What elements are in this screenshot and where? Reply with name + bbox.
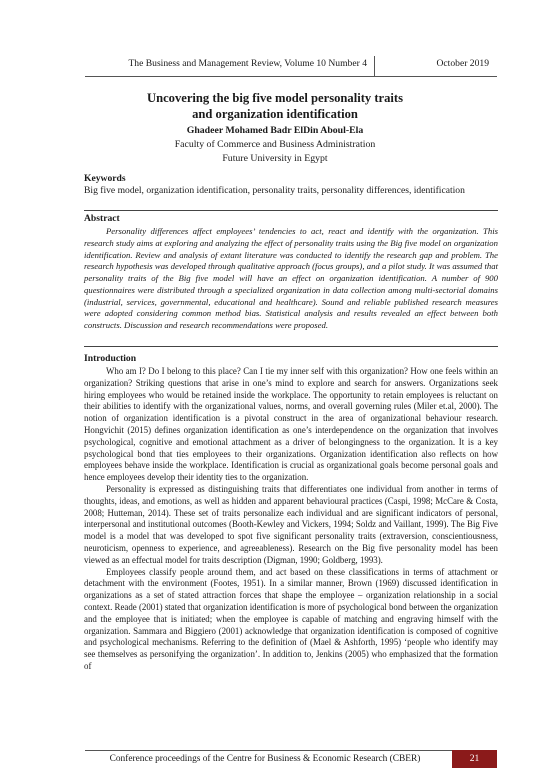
footer-rule	[85, 750, 497, 751]
title-line-1: Uncovering the big five model personality traits	[146, 91, 404, 105]
footer-text: Conference proceedings of the Centre for Business & Economic Research (CBER)	[109, 754, 421, 764]
journal-name: The Business and Management Review, Volume 10 Number 4	[128, 58, 367, 69]
affiliation-faculty: Faculty of Commerce and Business Administration	[174, 139, 376, 150]
header-rule	[85, 76, 497, 77]
header-separator	[374, 56, 375, 76]
running-header	[85, 56, 497, 75]
keywords-text: Big five model, organization identification, personality traits, personality differences, identification	[84, 185, 465, 196]
issue-date: October 2019	[436, 58, 489, 69]
keywords-heading: Keywords	[84, 173, 126, 184]
title-line-2: and organization identification	[192, 107, 358, 121]
paper-title	[60, 90, 490, 122]
author-name: Ghadeer Mohamed Badr ElDin Aboul-Ela	[186, 125, 364, 136]
abstract-bottom-rule	[84, 346, 498, 347]
abstract-top-rule	[84, 210, 498, 211]
paragraph-1: Who am I? Do I belong to this place? Can I tie my inner self with this organization? How one feels within an organization? Striking questions that arise in one’s mind to explore and search for answers. Organizations seek hiring employees who would be retained inside the workplace. The opportunity to retain employees is reluctant on their abilities to identify with the organizational values, norms, and overall governing rules (Miler et.al, 2000). The notion of organization identification is a pivotal construct in the area of organizational behaviour research. Hongvichit (2015) defines organization identification as one’s interdependence on the organization that involves psychological, cognitive and emotional attachment as a driver of belongingness to the organization. It is a key psychological bond that ties employees to their organizations. Organization identification also reflects on how employees behave inside the workplace. Identification is crucial as organizational goals become personal goals and hence employees develop their identity ties to the organization.	[84, 366, 498, 483]
affiliation-university: Future University in Egypt	[222, 153, 328, 164]
abstract-heading: Abstract	[84, 213, 120, 224]
abstract-text: Personality differences affect employees’ tendencies to act, react and identify with the organization. This research study aims at exploring and analyzing the effect of personality traits using the Big five model on organization identification. Review and analysis of extant literature was conducted to identify the research gap and problem. The research hypothesis was developed through qualitative approach (focus groups), and a pilot study. It was assumed that personality traits of the Big five model will have an effect on organization identification. A number of 900 questionnaires were distributed through a specialized organization in data collection among multi-sectorial domains (industrial, services, governmental, educational and healthcare). Sound and reliable published research measures were adopted considering common method bias. Statistical analysis and results revealed an effect between both constructs. Discussion and research recommendations were proposed.	[84, 226, 498, 330]
paragraph-2: Personality is expressed as distinguishing traits that differentiates one individual from another in terms of thoughts, ideas, and emotions, as well as hidden and apparent behavioural practices (Caspi, 1998; McCare & Costa, 2008; Hutteman, 2014). These set of traits personalize each individual and are significant indicators of personal, interpersonal and institutional outcomes (Booth-Kewley and Vickers, 1994; Soldz and Vaillant, 1999). The Big Five model is a model that was developed to spot five significant personality traits (extraversion, conscientiousness, neuroticism, openness to experience, and agreeableness). Research on the Big five personality model has been viewed as an effectual model for traits description (Digman, 1990; Goldberg, 1993).	[84, 483, 498, 565]
paragraph-3: Employees classify people around them, and act based on these classifications in terms of attachment or detachment with the environment (Footes, 1951). In a similar manner, Brown (1969) discussed identification in organizations as a set of stated attraction forces that shape the employee – organization relationship in a social context. Reade (2001) stated that organization identification is more of psychological bond between the organization and the employee that is initiated; when the employee is capable of matching and engraving himself with the organization. Sammara and Biggiero (2001) acknowledge that organization identification is composed of cognitive and psychological mechanisms. Referring to the definition of (Mael & Ashforth, 1995) ‘people who identify may see themselves as personifying the organization’. In addition to, Jenkins (2005) who emphasized that the formation of	[84, 566, 498, 671]
introduction-heading: Introduction	[84, 353, 137, 364]
page-footer	[85, 750, 497, 768]
page-number: 21	[452, 750, 497, 768]
introduction-body	[84, 366, 498, 673]
